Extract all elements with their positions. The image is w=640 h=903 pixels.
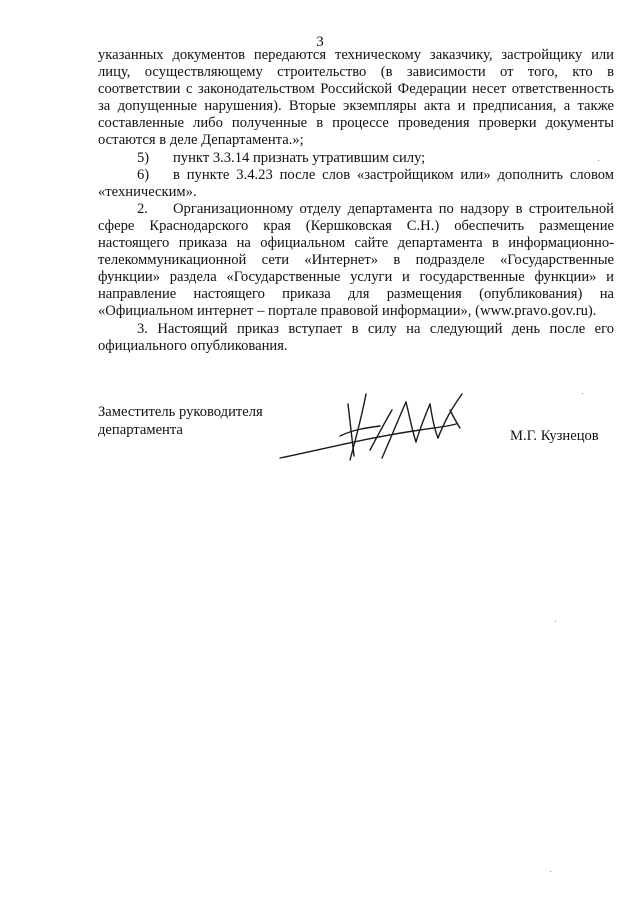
signer-position-line-1: Заместитель руководителя [98, 404, 263, 420]
paragraph-2 [98, 201, 614, 321]
paragraph-number: 2. [137, 200, 148, 217]
scan-speck [550, 871, 551, 872]
list-item-5 [98, 150, 614, 167]
page-number: 3 [316, 34, 324, 50]
paragraph-text: Организационному отделу департамента по надзору в строительной сфере Краснодарского края (Кершковская С.Н.) обеспечить размещение настоящего приказа на официальном сайте департамента в информационно-телекоммуникационной сети «Интернет» в подразделе «Государственные функции» раздела «Государственные услуги и государственные функции» и направление настоящего приказа для размещения (опубликования) на «Официальном интернет – портале правовой информации», (www.pravo.gov.ru). [98, 200, 614, 320]
list-item-number: 5) [137, 149, 150, 166]
signer-position-line-2: департамента [98, 421, 183, 438]
scan-speck [582, 393, 583, 394]
signer-position [98, 404, 263, 439]
list-item-6 [98, 167, 614, 201]
handwritten-signature [270, 380, 500, 470]
document-body [98, 47, 614, 355]
scan-speck [598, 160, 599, 161]
list-item-text: пункт 3.3.14 признать утратившим силу; [173, 149, 426, 166]
scan-speck [555, 621, 556, 622]
signer-name: М.Г. Кузнецов [510, 428, 599, 444]
paragraph-3: 3. Настоящий приказ вступает в силу на следующий день после его официального опубликования. [98, 320, 614, 354]
list-item-number: 6) [137, 166, 150, 183]
list-item-text: в пункте 3.4.23 после слов «застройщиком или» дополнить словом «техническим». [98, 166, 614, 200]
paragraph-continuation: указанных документов передаются техническому заказчику, застройщику или лицу, осуществляющему строительство (в зависимости от того, кто в соответствии с законодательством Российской Федерации несет ответственность за допущенные нарушения). Вторые экземпляры акта и предписания, а также составленные либо полученные в процессе проведения проверки документы остаются в деле Департамента.»; [98, 47, 614, 149]
